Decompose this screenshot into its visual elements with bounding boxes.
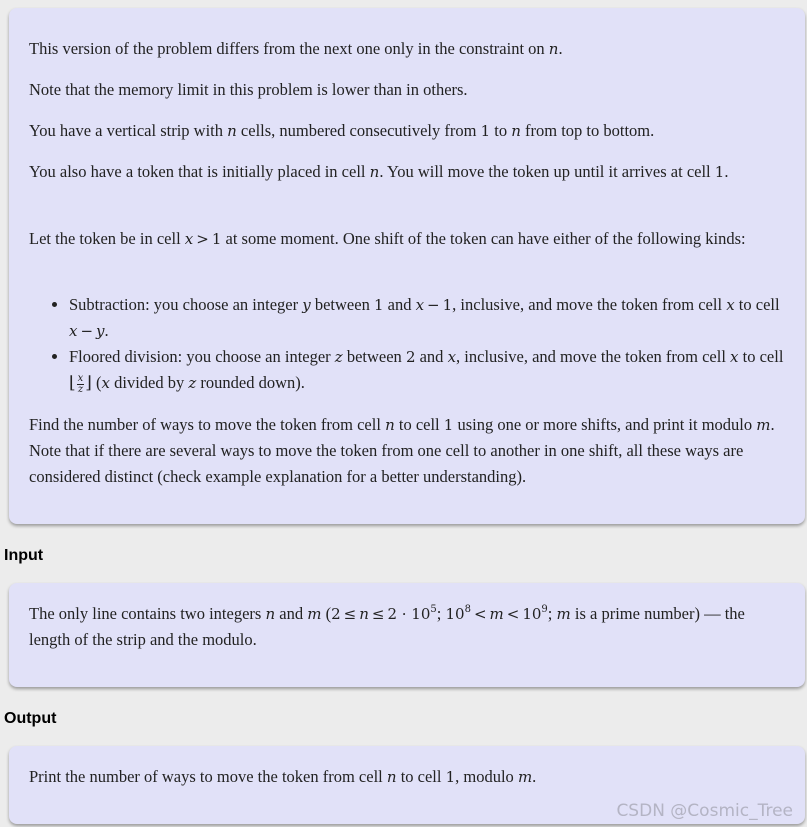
input-section-panel [9,583,805,687]
statement-paragraph-1: This version of the problem differs from the next one only in the constraint on n. [29,39,563,58]
watermark: CSDN @Cosmic_Tree [616,801,793,821]
input-description: The only line contains two integers n and m ($2 \le n \le 2 \cdot 10^5$; $10^8 < m < 10^9$; m is a prime number) — the length of the strip and the modulo. [29,604,745,649]
input-heading: Input [4,547,44,564]
statement-paragraph-6: Find the number of ways to move the token from cell n to cell 1 using one or more shifts, and print it modulo m. Note that if there are several ways to move the token from one cell to another in one shift, all these ways are considered distinct (check example explanation for a better understanding). [29,415,775,486]
statement-paragraph-4: You also have a token that is initially placed in cell n. You will move the token up until it arrives at cell 1. [29,162,729,181]
statement-paragraph-5: Let the token be in cell x > 1 at some moment. One shift of the token can have either of the following kinds: [29,229,746,248]
output-description: Print the number of ways to move the token from cell n to cell 1, modulo m. [29,767,537,786]
x-over-z-fraction: $\frac{x}{z}$ [77,372,84,395]
statement-paragraph-3: You have a vertical strip with n cells, numbered consecutively from 1 to n from top to bottom. [29,121,655,140]
list-item: • Subtraction: you choose an integer y between 1 and x − 1, inclusive, and move the token from cell x to cell x − y. [69,292,785,344]
shift-kinds-list [29,292,785,396]
problem-statement-panel [9,8,805,524]
output-heading: Output [4,710,57,727]
statement-paragraph-2: Note that the memory limit in this problem is lower than in others. [29,80,468,99]
list-item: • Floored division: you choose an integer z between 2 and x, inclusive, and move the token from cell x to cell ⌊ $\frac{x}{z}$ ⌋ (x divided by z rounded down). [69,344,785,396]
